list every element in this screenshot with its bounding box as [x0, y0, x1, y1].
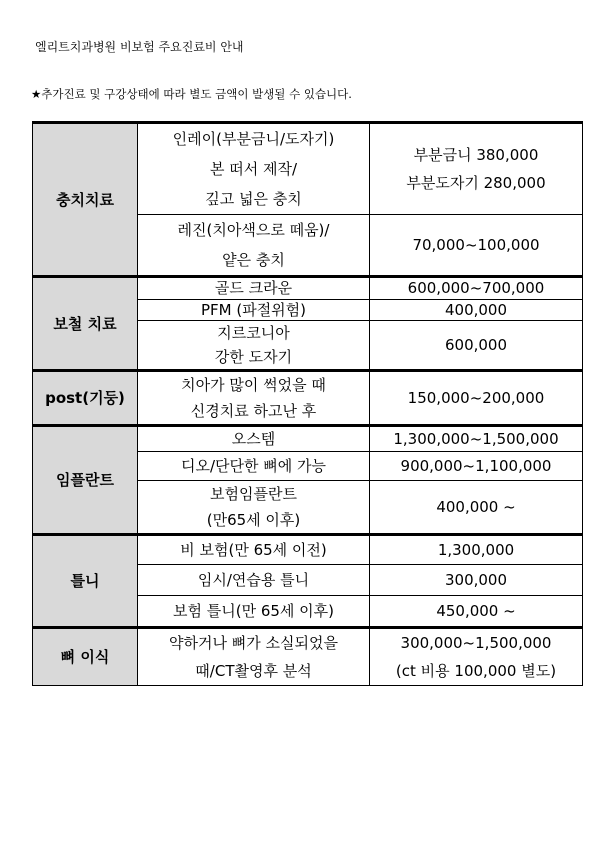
price-cell: 900,000~1,100,000 — [370, 452, 583, 481]
table-row — [33, 371, 583, 426]
treatment-cell: 지르코니아 강한 도자기 — [138, 321, 370, 371]
price-cell: 70,000~100,000 — [370, 215, 583, 277]
category-cell: 충치치료 — [33, 123, 138, 277]
price-cell: 300,000 — [370, 565, 583, 596]
notice-text: ★추가진료 및 구강상태에 따라 별도 금액이 발생될 수 있습니다. — [31, 87, 352, 101]
category-cell: 틀니 — [33, 535, 138, 628]
fee-table — [32, 121, 583, 686]
price-cell: 600,000 — [370, 321, 583, 371]
category-cell: 보철 치료 — [33, 277, 138, 371]
treatment-cell: 오스템 — [138, 426, 370, 452]
treatment-cell: 약하거나 뼈가 소실되었을 때/CT촬영후 분석 — [138, 628, 370, 686]
treatment-cell: 보험 틀니(만 65세 이후) — [138, 596, 370, 628]
document-title: 엘리트치과병원 비보험 주요진료비 안내 — [35, 40, 244, 54]
category-cell: 뼈 이식 — [33, 628, 138, 686]
treatment-cell: 비 보험(만 65세 이전) — [138, 535, 370, 565]
price-cell: 1,300,000~1,500,000 — [370, 426, 583, 452]
price-cell: 400,000 ~ — [370, 481, 583, 535]
category-cell: 임플란트 — [33, 426, 138, 535]
price-cell: 600,000~700,000 — [370, 277, 583, 300]
table-row — [33, 628, 583, 686]
table-row — [33, 426, 583, 452]
treatment-cell: 레진(치아색으로 떼움)/ 얕은 충치 — [138, 215, 370, 277]
table-row — [33, 277, 583, 300]
price-cell: 450,000 ~ — [370, 596, 583, 628]
table-row — [33, 123, 583, 215]
price-cell: 400,000 — [370, 300, 583, 321]
price-cell: 300,000~1,500,000 (ct 비용 100,000 별도) — [370, 628, 583, 686]
treatment-cell: 골드 크라운 — [138, 277, 370, 300]
price-cell: 부분금니 380,000 부분도자기 280,000 — [370, 123, 583, 215]
price-cell: 1,300,000 — [370, 535, 583, 565]
price-cell: 150,000~200,000 — [370, 371, 583, 426]
treatment-cell: 임시/연습용 틀니 — [138, 565, 370, 596]
table-row — [33, 535, 583, 565]
category-cell: post(기둥) — [33, 371, 138, 426]
treatment-cell: 디오/단단한 뼈에 가능 — [138, 452, 370, 481]
treatment-cell: PFM (파절위험) — [138, 300, 370, 321]
treatment-cell: 인레이(부분금니/도자기) 본 떠서 제작/ 깊고 넓은 충치 — [138, 123, 370, 215]
treatment-cell: 치아가 많이 썩었을 때 신경치료 하고난 후 — [138, 371, 370, 426]
treatment-cell: 보험임플란트 (만65세 이후) — [138, 481, 370, 535]
